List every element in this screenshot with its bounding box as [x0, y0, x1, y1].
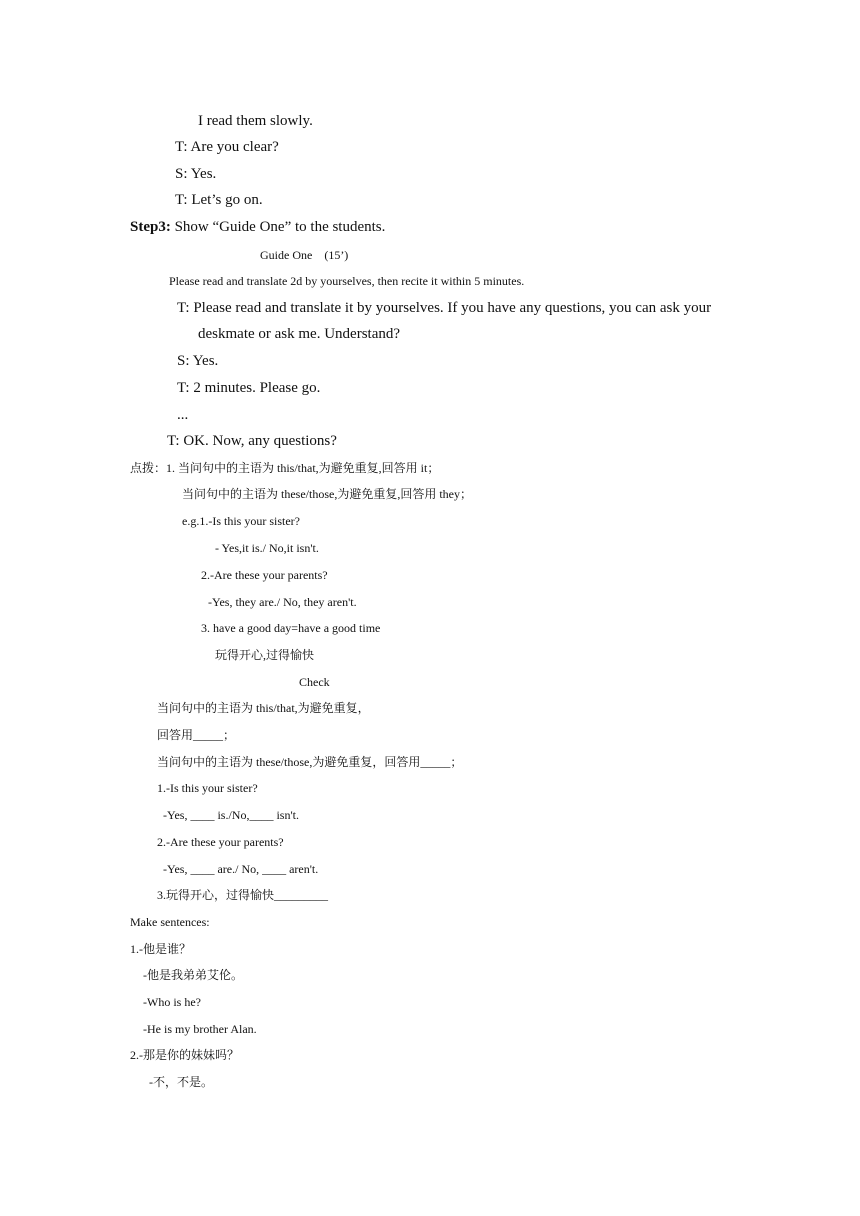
text-line: ... [177, 407, 189, 423]
exercise-line: 回答用_____； [157, 728, 236, 742]
guide-title: Guide One (15’) [260, 248, 349, 262]
text-line: deskmate or ask me. Understand? [198, 326, 401, 342]
sentence-line: -不，不是。 [149, 1075, 213, 1089]
exercise-line: -Yes, ____ are./ No, ____ aren't. [163, 862, 319, 876]
exercise-line: 当问句中的主语为 this/that,为避免重复， [157, 701, 370, 715]
check-heading: Check [299, 675, 330, 689]
sentence-line: 1.-他是谁？ [130, 942, 191, 956]
text-line: T: OK. Now, any questions? [167, 433, 337, 449]
text-line: S: Yes. [177, 353, 219, 369]
text-line: T: Please read and translate it by yourselves. If you have any questions, you can ask your [177, 300, 712, 316]
exercise-line: -Yes, ____ is./No,____ isn't. [163, 808, 299, 822]
sentence-line: -He is my brother Alan. [143, 1022, 257, 1036]
text-line: T: Are you clear? [175, 139, 279, 155]
sentence-line: 2.-那是你的妹妹吗？ [130, 1048, 239, 1062]
sentence-line: -Who is he? [143, 995, 201, 1009]
exercise-line: 2.-Are these your parents? [157, 835, 284, 849]
example-line: 玩得开心,过得愉快 [215, 648, 315, 662]
text-line: S: Yes. [175, 166, 217, 182]
step-heading [130, 220, 385, 235]
example-line: -Yes, they are./ No, they aren't. [208, 595, 357, 609]
example-line: e.g.1.-Is this your sister? [182, 514, 300, 528]
exercise-line: 1.-Is this your sister? [157, 781, 258, 795]
text-line: T: 2 minutes. Please go. [177, 380, 321, 396]
sentence-line: -他是我弟弟艾伦。 [143, 968, 243, 982]
section-heading: Make sentences: [130, 915, 210, 929]
step-label: Step3: [130, 219, 171, 235]
exercise-line: 3.玩得开心，过得愉快_________ [157, 888, 329, 902]
tip-line: 当问句中的主语为 these/those,为避免重复,回答用 they； [182, 487, 472, 501]
step-text: Show “Guide One” to the students. [170, 219, 386, 235]
tip-line: 点拨：1. 当问句中的主语为 this/that,为避免重复,回答用 it； [130, 461, 440, 475]
guide-instruction: Please read and translate 2d by yourselves, then recite it within 5 minutes. [169, 274, 525, 288]
text-line: I read them slowly. [198, 113, 313, 129]
example-line: - Yes,it is./ No,it isn't. [215, 541, 319, 555]
text-line: T: Let’s go on. [175, 192, 263, 208]
exercise-line: 当问句中的主语为 these/those,为避免重复，回答用_____； [157, 755, 463, 769]
example-line: 3. have a good day=have a good time [201, 621, 381, 635]
example-line: 2.-Are these your parents? [201, 568, 328, 582]
